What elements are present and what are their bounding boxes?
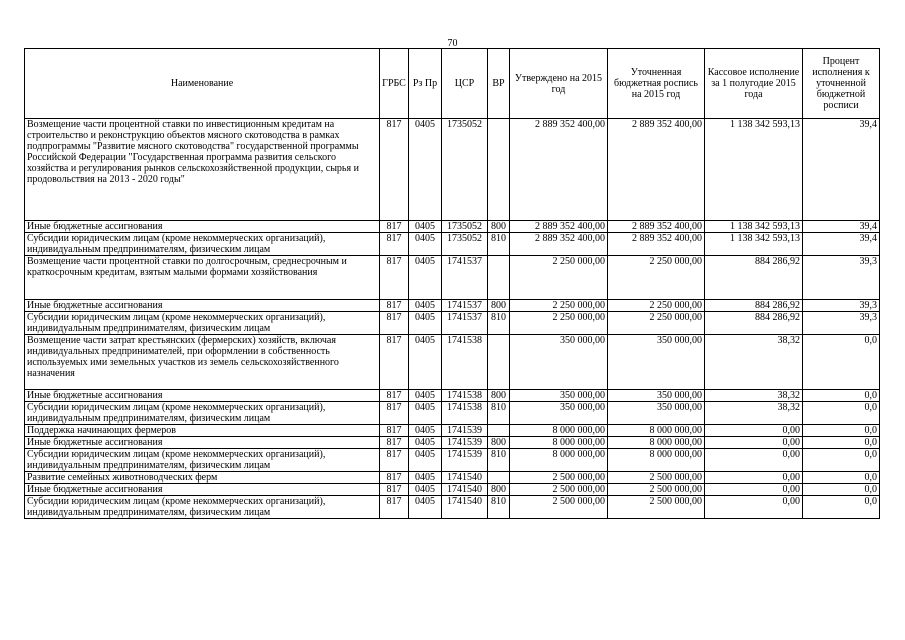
cell-approved: 8 000 000,00 [510, 437, 608, 449]
cell-vr [488, 472, 510, 484]
table-row [25, 233, 880, 256]
cell-vr: 810 [488, 496, 510, 519]
table-row [25, 437, 880, 449]
header-name: Наименование [25, 49, 380, 119]
cell-name: Иные бюджетные ассигнования [25, 437, 380, 449]
cell-name: Субсидии юридическим лицам (кроме некоммерческих организаций), индивидуальным предпринимателям, физическим лицам [25, 449, 380, 472]
cell-cash: 38,32 [705, 390, 803, 402]
cell-rzpr: 0405 [409, 312, 442, 335]
cell-csr: 1741539 [442, 425, 488, 437]
cell-cash: 1 138 342 593,13 [705, 221, 803, 233]
table-row [25, 300, 880, 312]
cell-cash: 38,32 [705, 335, 803, 390]
cell-name: Субсидии юридическим лицам (кроме некоммерческих организаций), индивидуальным предпринимателям, физическим лицам [25, 402, 380, 425]
table-row [25, 402, 880, 425]
header-vr: ВР [488, 49, 510, 119]
cell-name: Субсидии юридическим лицам (кроме некоммерческих организаций), индивидуальным предпринимателям, физическим лицам [25, 233, 380, 256]
cell-grbs: 817 [380, 233, 409, 256]
cell-name: Субсидии юридическим лицам (кроме некоммерческих организаций), индивидуальным предпринимателям, физическим лицам [25, 496, 380, 519]
cell-approved: 350 000,00 [510, 402, 608, 425]
cell-refined: 2 250 000,00 [608, 256, 705, 300]
cell-vr: 800 [488, 390, 510, 402]
table-body [25, 119, 880, 519]
cell-refined: 350 000,00 [608, 335, 705, 390]
cell-vr [488, 335, 510, 390]
cell-csr: 1735052 [442, 233, 488, 256]
cell-approved: 2 500 000,00 [510, 484, 608, 496]
cell-vr [488, 119, 510, 221]
cell-percent: 0,0 [803, 425, 880, 437]
cell-cash: 38,32 [705, 402, 803, 425]
header-rzpr: Рз Пр [409, 49, 442, 119]
cell-rzpr: 0405 [409, 256, 442, 300]
cell-approved: 2 500 000,00 [510, 472, 608, 484]
cell-grbs: 817 [380, 390, 409, 402]
cell-percent: 0,0 [803, 472, 880, 484]
cell-refined: 2 889 352 400,00 [608, 221, 705, 233]
table-row [25, 312, 880, 335]
cell-approved: 8 000 000,00 [510, 425, 608, 437]
cell-cash: 884 286,92 [705, 256, 803, 300]
cell-approved: 2 250 000,00 [510, 300, 608, 312]
cell-percent: 39,4 [803, 233, 880, 256]
cell-vr: 800 [488, 484, 510, 496]
cell-csr: 1735052 [442, 119, 488, 221]
cell-cash: 0,00 [705, 484, 803, 496]
cell-rzpr: 0405 [409, 437, 442, 449]
cell-rzpr: 0405 [409, 119, 442, 221]
cell-csr: 1741539 [442, 437, 488, 449]
cell-cash: 0,00 [705, 472, 803, 484]
cell-grbs: 817 [380, 402, 409, 425]
cell-refined: 8 000 000,00 [608, 437, 705, 449]
budget-table [24, 48, 880, 519]
cell-refined: 350 000,00 [608, 390, 705, 402]
cell-vr: 810 [488, 233, 510, 256]
cell-percent: 0,0 [803, 484, 880, 496]
cell-percent: 0,0 [803, 335, 880, 390]
table-row [25, 496, 880, 519]
cell-csr: 1741539 [442, 449, 488, 472]
cell-name: Поддержка начинающих фермеров [25, 425, 380, 437]
cell-cash: 0,00 [705, 496, 803, 519]
header-grbs: ГРБС [380, 49, 409, 119]
cell-grbs: 817 [380, 472, 409, 484]
header-csr: ЦСР [442, 49, 488, 119]
table-row [25, 390, 880, 402]
header-percent: Процент исполнения к уточненной бюджетной росписи [803, 49, 880, 119]
cell-approved: 2 889 352 400,00 [510, 233, 608, 256]
page-number: 70 [447, 38, 458, 49]
cell-approved: 2 889 352 400,00 [510, 119, 608, 221]
cell-refined: 2 500 000,00 [608, 496, 705, 519]
cell-csr: 1741540 [442, 472, 488, 484]
cell-csr: 1741538 [442, 335, 488, 390]
cell-approved: 8 000 000,00 [510, 449, 608, 472]
cell-refined: 2 500 000,00 [608, 484, 705, 496]
cell-rzpr: 0405 [409, 390, 442, 402]
cell-name: Иные бюджетные ассигнования [25, 300, 380, 312]
cell-refined: 8 000 000,00 [608, 449, 705, 472]
cell-rzpr: 0405 [409, 472, 442, 484]
cell-approved: 2 889 352 400,00 [510, 221, 608, 233]
cell-cash: 0,00 [705, 437, 803, 449]
cell-percent: 0,0 [803, 449, 880, 472]
cell-csr: 1741538 [442, 390, 488, 402]
cell-grbs: 817 [380, 449, 409, 472]
cell-percent: 0,0 [803, 437, 880, 449]
cell-approved: 2 250 000,00 [510, 256, 608, 300]
cell-rzpr: 0405 [409, 300, 442, 312]
cell-name: Развитие семейных животноводческих ферм [25, 472, 380, 484]
cell-csr: 1741538 [442, 402, 488, 425]
cell-rzpr: 0405 [409, 425, 442, 437]
cell-csr: 1741540 [442, 496, 488, 519]
cell-vr: 810 [488, 449, 510, 472]
cell-refined: 2 250 000,00 [608, 300, 705, 312]
cell-csr: 1741537 [442, 256, 488, 300]
cell-name: Возмещение части процентной ставки по инвестиционным кредитам на строительство и реконструкцию объектов мясного скотоводства в рамках подпрограммы "Развитие мясного скотоводства" государственной программы Российской Федерации "Государственная программа развития сельского хозяйства и регулирования рынков сельскохозяйственной продукции, сырья и продовольствия на 2013 - 2020 годы" [25, 119, 380, 221]
cell-percent: 39,4 [803, 221, 880, 233]
cell-grbs: 817 [380, 256, 409, 300]
cell-percent: 39,3 [803, 300, 880, 312]
cell-rzpr: 0405 [409, 233, 442, 256]
cell-csr: 1741537 [442, 312, 488, 335]
header-cash: Кассовое исполнение за 1 полугодие 2015 года [705, 49, 803, 119]
cell-vr: 810 [488, 402, 510, 425]
cell-cash: 884 286,92 [705, 312, 803, 335]
cell-percent: 0,0 [803, 390, 880, 402]
cell-rzpr: 0405 [409, 484, 442, 496]
cell-grbs: 817 [380, 119, 409, 221]
cell-cash: 0,00 [705, 449, 803, 472]
cell-csr: 1741540 [442, 484, 488, 496]
cell-approved: 350 000,00 [510, 390, 608, 402]
cell-name: Субсидии юридическим лицам (кроме некоммерческих организаций), индивидуальным предпринимателям, физическим лицам [25, 312, 380, 335]
cell-grbs: 817 [380, 484, 409, 496]
table-row [25, 335, 880, 390]
cell-percent: 0,0 [803, 402, 880, 425]
cell-name: Возмещение части затрат крестьянских (фермерских) хозяйств, включая индивидуальных предпринимателей, при оформлении в собственность используемых ими земельных участков из земель сельскохозяйственного назначения [25, 335, 380, 390]
cell-grbs: 817 [380, 437, 409, 449]
cell-approved: 2 250 000,00 [510, 312, 608, 335]
cell-name: Иные бюджетные ассигнования [25, 390, 380, 402]
cell-grbs: 817 [380, 312, 409, 335]
table-row [25, 256, 880, 300]
cell-grbs: 817 [380, 300, 409, 312]
table-row [25, 119, 880, 221]
cell-cash: 1 138 342 593,13 [705, 119, 803, 221]
header-refined: Уточненная бюджетная роспись на 2015 год [608, 49, 705, 119]
cell-refined: 8 000 000,00 [608, 425, 705, 437]
cell-refined: 2 500 000,00 [608, 472, 705, 484]
cell-refined: 2 250 000,00 [608, 312, 705, 335]
header-approved: Утверждено на 2015 год [510, 49, 608, 119]
cell-cash: 0,00 [705, 425, 803, 437]
cell-refined: 2 889 352 400,00 [608, 119, 705, 221]
cell-cash: 884 286,92 [705, 300, 803, 312]
cell-csr: 1741537 [442, 300, 488, 312]
table-row [25, 449, 880, 472]
cell-vr: 810 [488, 312, 510, 335]
cell-grbs: 817 [380, 335, 409, 390]
cell-rzpr: 0405 [409, 449, 442, 472]
table-row [25, 221, 880, 233]
cell-csr: 1735052 [442, 221, 488, 233]
cell-rzpr: 0405 [409, 221, 442, 233]
cell-approved: 350 000,00 [510, 335, 608, 390]
table-row [25, 484, 880, 496]
table-row [25, 425, 880, 437]
cell-vr: 800 [488, 300, 510, 312]
cell-name: Иные бюджетные ассигнования [25, 221, 380, 233]
cell-grbs: 817 [380, 496, 409, 519]
cell-rzpr: 0405 [409, 496, 442, 519]
cell-name: Иные бюджетные ассигнования [25, 484, 380, 496]
cell-grbs: 817 [380, 425, 409, 437]
header-row [25, 49, 880, 119]
cell-percent: 39,3 [803, 256, 880, 300]
cell-refined: 2 889 352 400,00 [608, 233, 705, 256]
cell-vr: 800 [488, 437, 510, 449]
cell-vr [488, 425, 510, 437]
cell-grbs: 817 [380, 221, 409, 233]
cell-approved: 2 500 000,00 [510, 496, 608, 519]
cell-refined: 350 000,00 [608, 402, 705, 425]
table-row [25, 472, 880, 484]
cell-vr [488, 256, 510, 300]
cell-percent: 39,3 [803, 312, 880, 335]
cell-name: Возмещение части процентной ставки по долгосрочным, среднесрочным и краткосрочным кредитам, взятым малыми формами хозяйствования [25, 256, 380, 300]
cell-rzpr: 0405 [409, 335, 442, 390]
cell-cash: 1 138 342 593,13 [705, 233, 803, 256]
cell-percent: 0,0 [803, 496, 880, 519]
cell-percent: 39,4 [803, 119, 880, 221]
cell-rzpr: 0405 [409, 402, 442, 425]
cell-vr: 800 [488, 221, 510, 233]
